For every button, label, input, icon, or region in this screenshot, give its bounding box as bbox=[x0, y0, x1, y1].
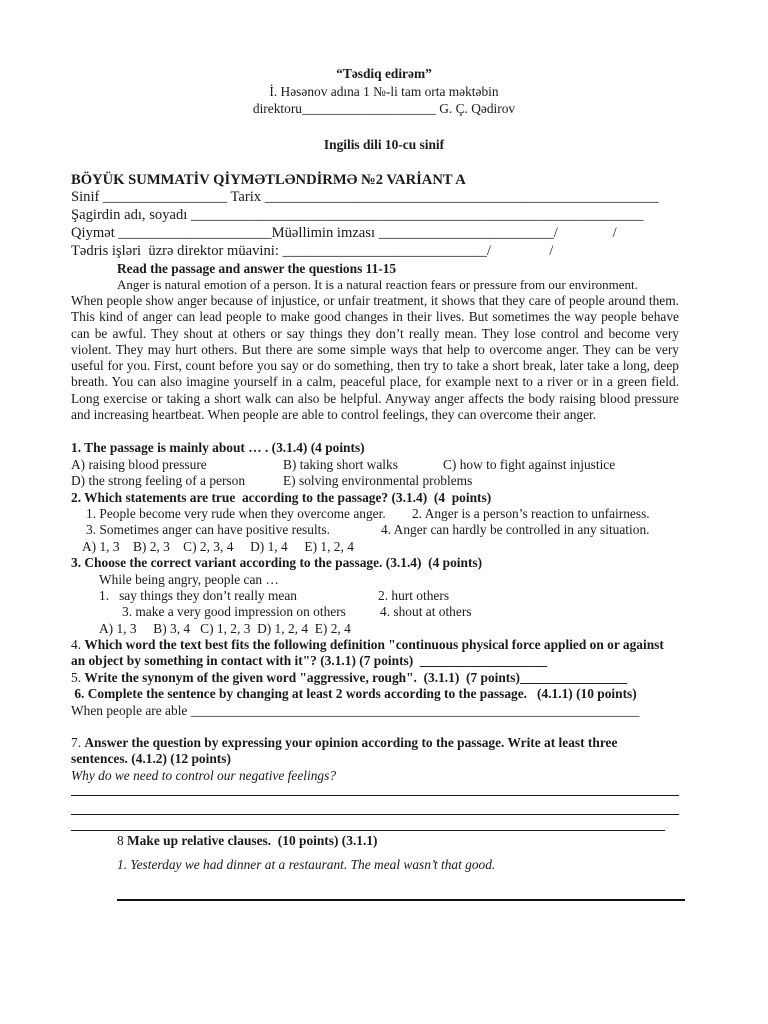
q3-statement-3: 3. make a very good impression on others bbox=[122, 604, 346, 619]
question-7-line-1 bbox=[71, 735, 617, 751]
q7-prompt: Why do we need to control our negative feelings? bbox=[71, 768, 337, 783]
q7-number: 7. bbox=[71, 735, 85, 750]
q2-statement-2: 2. Anger is a person’s reaction to unfairness. bbox=[412, 506, 650, 521]
q8-title: Make up relative clauses. (10 points) (3.1.1) bbox=[127, 833, 378, 848]
assessment-title: BÖYÜK SUMMATİV QİYMƏTLƏNDİRMƏ №2 VARİANT A bbox=[71, 172, 466, 188]
q4-text-1: Which word the text best fits the following definition "continuous physical force applied on or against bbox=[84, 637, 664, 652]
q8-example: 1. Yesterday we had dinner at a restaurant. The meal wasn’t that good. bbox=[117, 857, 496, 872]
reading-instruction: Read the passage and answer the questions 11-15 bbox=[117, 261, 397, 276]
question-1: 1. The passage is mainly about … . (3.1.4) (4 points) bbox=[71, 440, 365, 455]
passage-first-line: Anger is natural emotion of a person. It is a natural reaction fears or pressure from our environment. bbox=[117, 277, 638, 292]
q4-number: 4. bbox=[71, 637, 85, 652]
q1-option-e: E) solving environmental problems bbox=[283, 473, 473, 488]
question-4-line-2: an object by something in contact with it"? (3.1.1) (7 points) ___________________ bbox=[71, 653, 548, 668]
q2-statement-4: 4. Anger can hardly be controlled in any situation. bbox=[381, 522, 650, 537]
q7-text-1: Answer the question by expressing your opinion according to the passage. Write at least three bbox=[84, 735, 618, 750]
deputy-director-line: Tədris işləri üzrə direktor müavini: ____________________________/ / bbox=[71, 243, 554, 259]
director-line: direktoru____________________ G. Ç. Qədirov bbox=[252, 101, 516, 116]
reading-passage: When people show anger because of injustice, or unfair treatment, it shows that they care of people around them. This kind of anger can lead people to make good changes in their lives. But sometimes the way people behave can be awful. They shout at others or say things they don’t really mean. They lose control and become very violent. They may hurt others. But there are some simple ways that help to overcome anger. They can be very useful for you. First, count before you say or do something, then try to take a short break, later take a long, deep breath. You can also imagine yourself in a calm, peaceful place, for example next to a river or in a green field. Long exercise or taking a short walk can also be helpful. Anyway anger affects the body raising blood pressure and increasing heartbeat. When people are able to control feelings, they can overcome their anger. bbox=[71, 293, 679, 423]
question-4-line-1 bbox=[71, 637, 664, 653]
class-date-line: Sinif _________________ Tarix ______________________________________________________ bbox=[71, 189, 659, 205]
q6-answer-line: When people are able ___________________________________________________________________ bbox=[71, 703, 640, 718]
q5-number: 5. bbox=[71, 670, 85, 685]
q2-statement-1: 1. People become very rude when they overcome anger. bbox=[86, 506, 386, 521]
q3-statement-4: 4. shout at others bbox=[380, 604, 472, 619]
question-2: 2. Which statements are true according to the passage? (3.1.4) (4 points) bbox=[71, 490, 492, 505]
q8-answer-rule bbox=[117, 899, 685, 901]
q2-statement-3: 3. Sometimes anger can have positive results. bbox=[86, 522, 330, 537]
subject-title: Ingilis dili 10-cu sinif bbox=[323, 137, 445, 152]
q3-answers: A) 1, 3 B) 3, 4 C) 1, 2, 3 D) 1, 2, 4 E) 2, 4 bbox=[99, 621, 351, 636]
q1-option-c: C) how to fight against injustice bbox=[443, 457, 616, 472]
q1-option-b: B) taking short walks bbox=[283, 457, 398, 472]
q3-stem: While being angry, people can … bbox=[99, 572, 279, 587]
question-5 bbox=[71, 670, 627, 686]
q1-option-d: D) the strong feeling of a person bbox=[71, 473, 246, 488]
q8-number: 8 bbox=[117, 833, 128, 848]
q2-answers: A) 1, 3 B) 2, 3 C) 2, 3, 4 D) 1, 4 E) 1, 2, 4 bbox=[82, 539, 354, 554]
approval-heading: “Təsdiq edirəm” bbox=[336, 66, 432, 81]
question-6: 6. Complete the sentence by changing at least 2 words according to the passage. (4.1.1) (10 points) bbox=[71, 686, 637, 701]
q5-text: Write the synonym of the given word "aggressive, rough". (3.1.1) (7 points)________________ bbox=[84, 670, 628, 685]
question-8 bbox=[117, 833, 378, 849]
grade-signature-line: Qiymət _____________________Müəllimin imzası ________________________/ / bbox=[71, 225, 617, 241]
student-name-line: Şagirdin adı, soyadı ______________________________________________________________ bbox=[71, 207, 644, 223]
q1-option-a: A) raising blood pressure bbox=[71, 457, 207, 472]
q3-statement-1: 1. say things they don’t really mean bbox=[99, 588, 297, 603]
question-7-line-2: sentences. (4.1.2) (12 points) bbox=[71, 751, 231, 766]
school-line: İ. Həsənov adına 1 №-li tam orta məktəbin bbox=[269, 84, 499, 99]
q7-answer-rule-1 bbox=[71, 795, 679, 796]
question-3: 3. Choose the correct variant according to the passage. (3.1.4) (4 points) bbox=[71, 555, 483, 570]
q3-statement-2: 2. hurt others bbox=[378, 588, 450, 603]
q7-answer-rule-2 bbox=[71, 814, 679, 815]
q7-answer-rule-3 bbox=[71, 830, 665, 831]
